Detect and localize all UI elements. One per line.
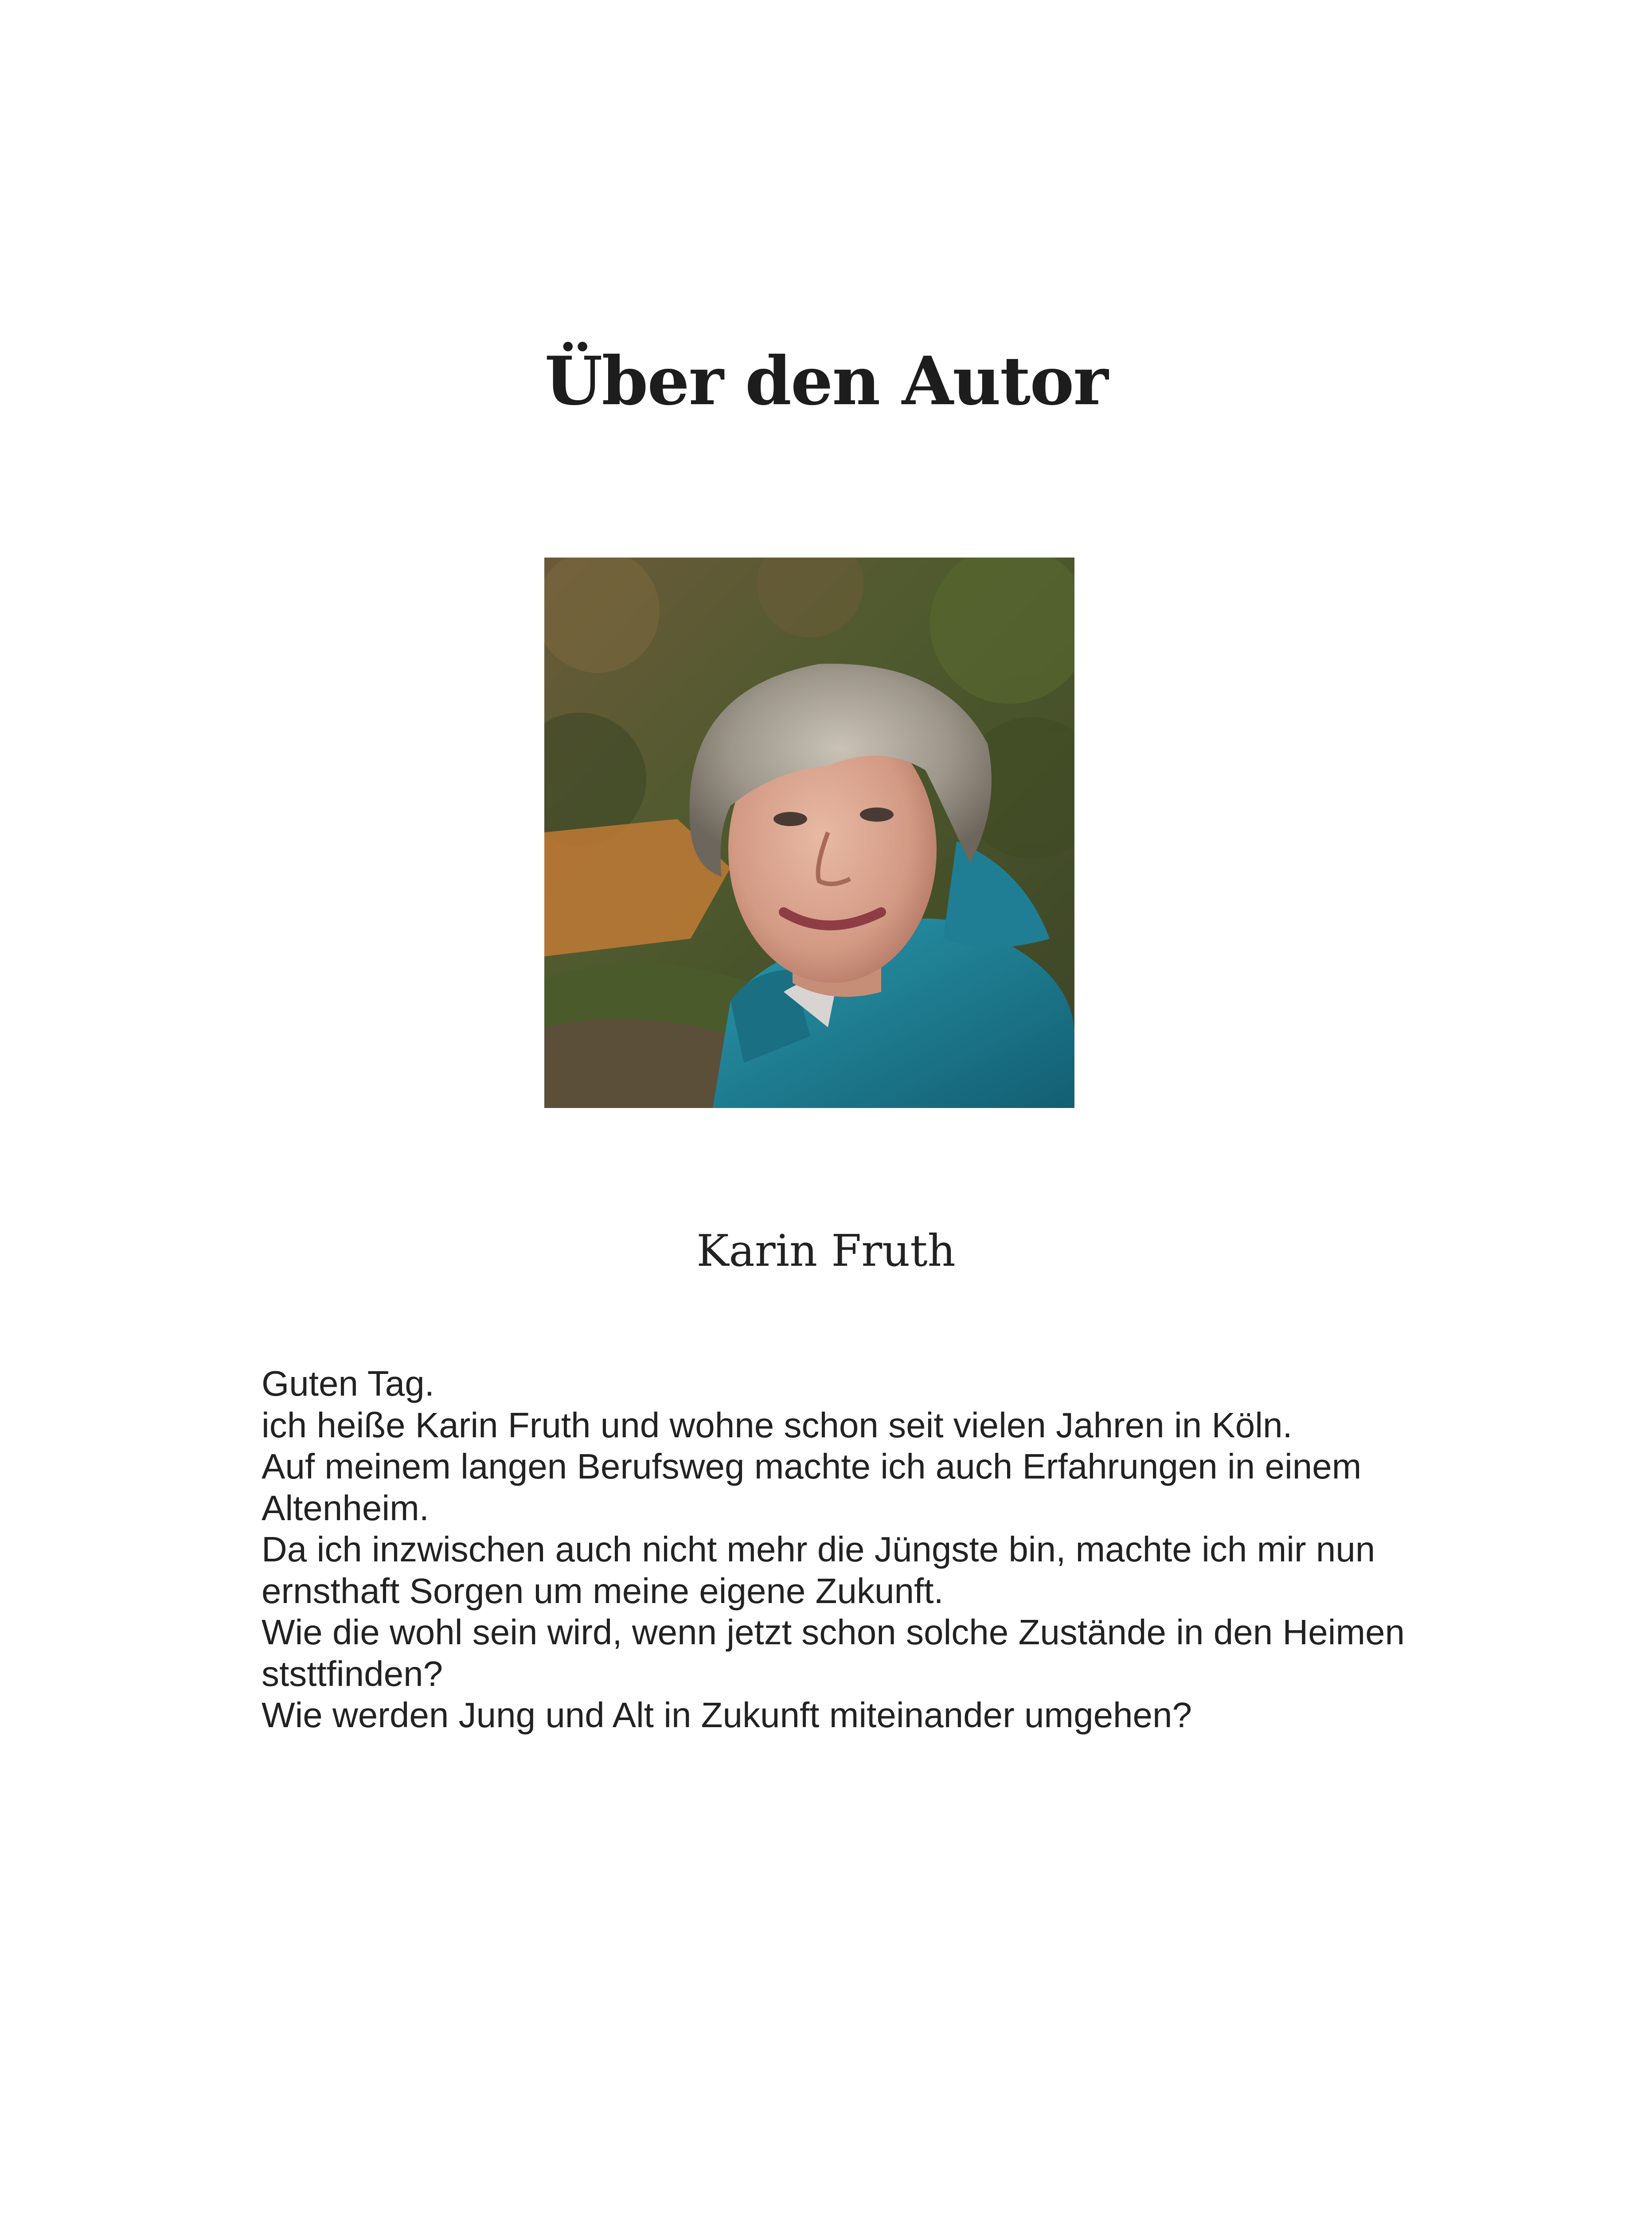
bio-line: ststtfinden? <box>262 1654 443 1693</box>
author-name: Karin Fruth <box>696 1226 956 1276</box>
author-bio <box>262 1363 1485 1736</box>
bio-line: Wie die wohl sein wird, wenn jetzt schon solche Zustände in den Heimen <box>262 1612 1405 1652</box>
bio-line: Wie werden Jung und Alt in Zukunft miteinander umgehen? <box>262 1695 1192 1735</box>
bio-line: Auf meinem langen Berufsweg machte ich auch Erfahrungen in einem <box>262 1447 1362 1486</box>
author-photo <box>544 558 1074 1108</box>
bio-line: Guten Tag. <box>262 1364 434 1403</box>
page-title: Über den Autor <box>544 342 1108 420</box>
bio-line: Altenheim. <box>262 1488 429 1528</box>
bio-line: ernsthaft Sorgen um meine eigene Zukunft. <box>262 1571 944 1611</box>
bio-line: Da ich inzwischen auch nicht mehr die Jüngste bin, machte ich mir nun <box>262 1529 1375 1569</box>
bio-line: ich heiße Karin Fruth und wohne schon seit vielen Jahren in Köln. <box>262 1405 1293 1445</box>
